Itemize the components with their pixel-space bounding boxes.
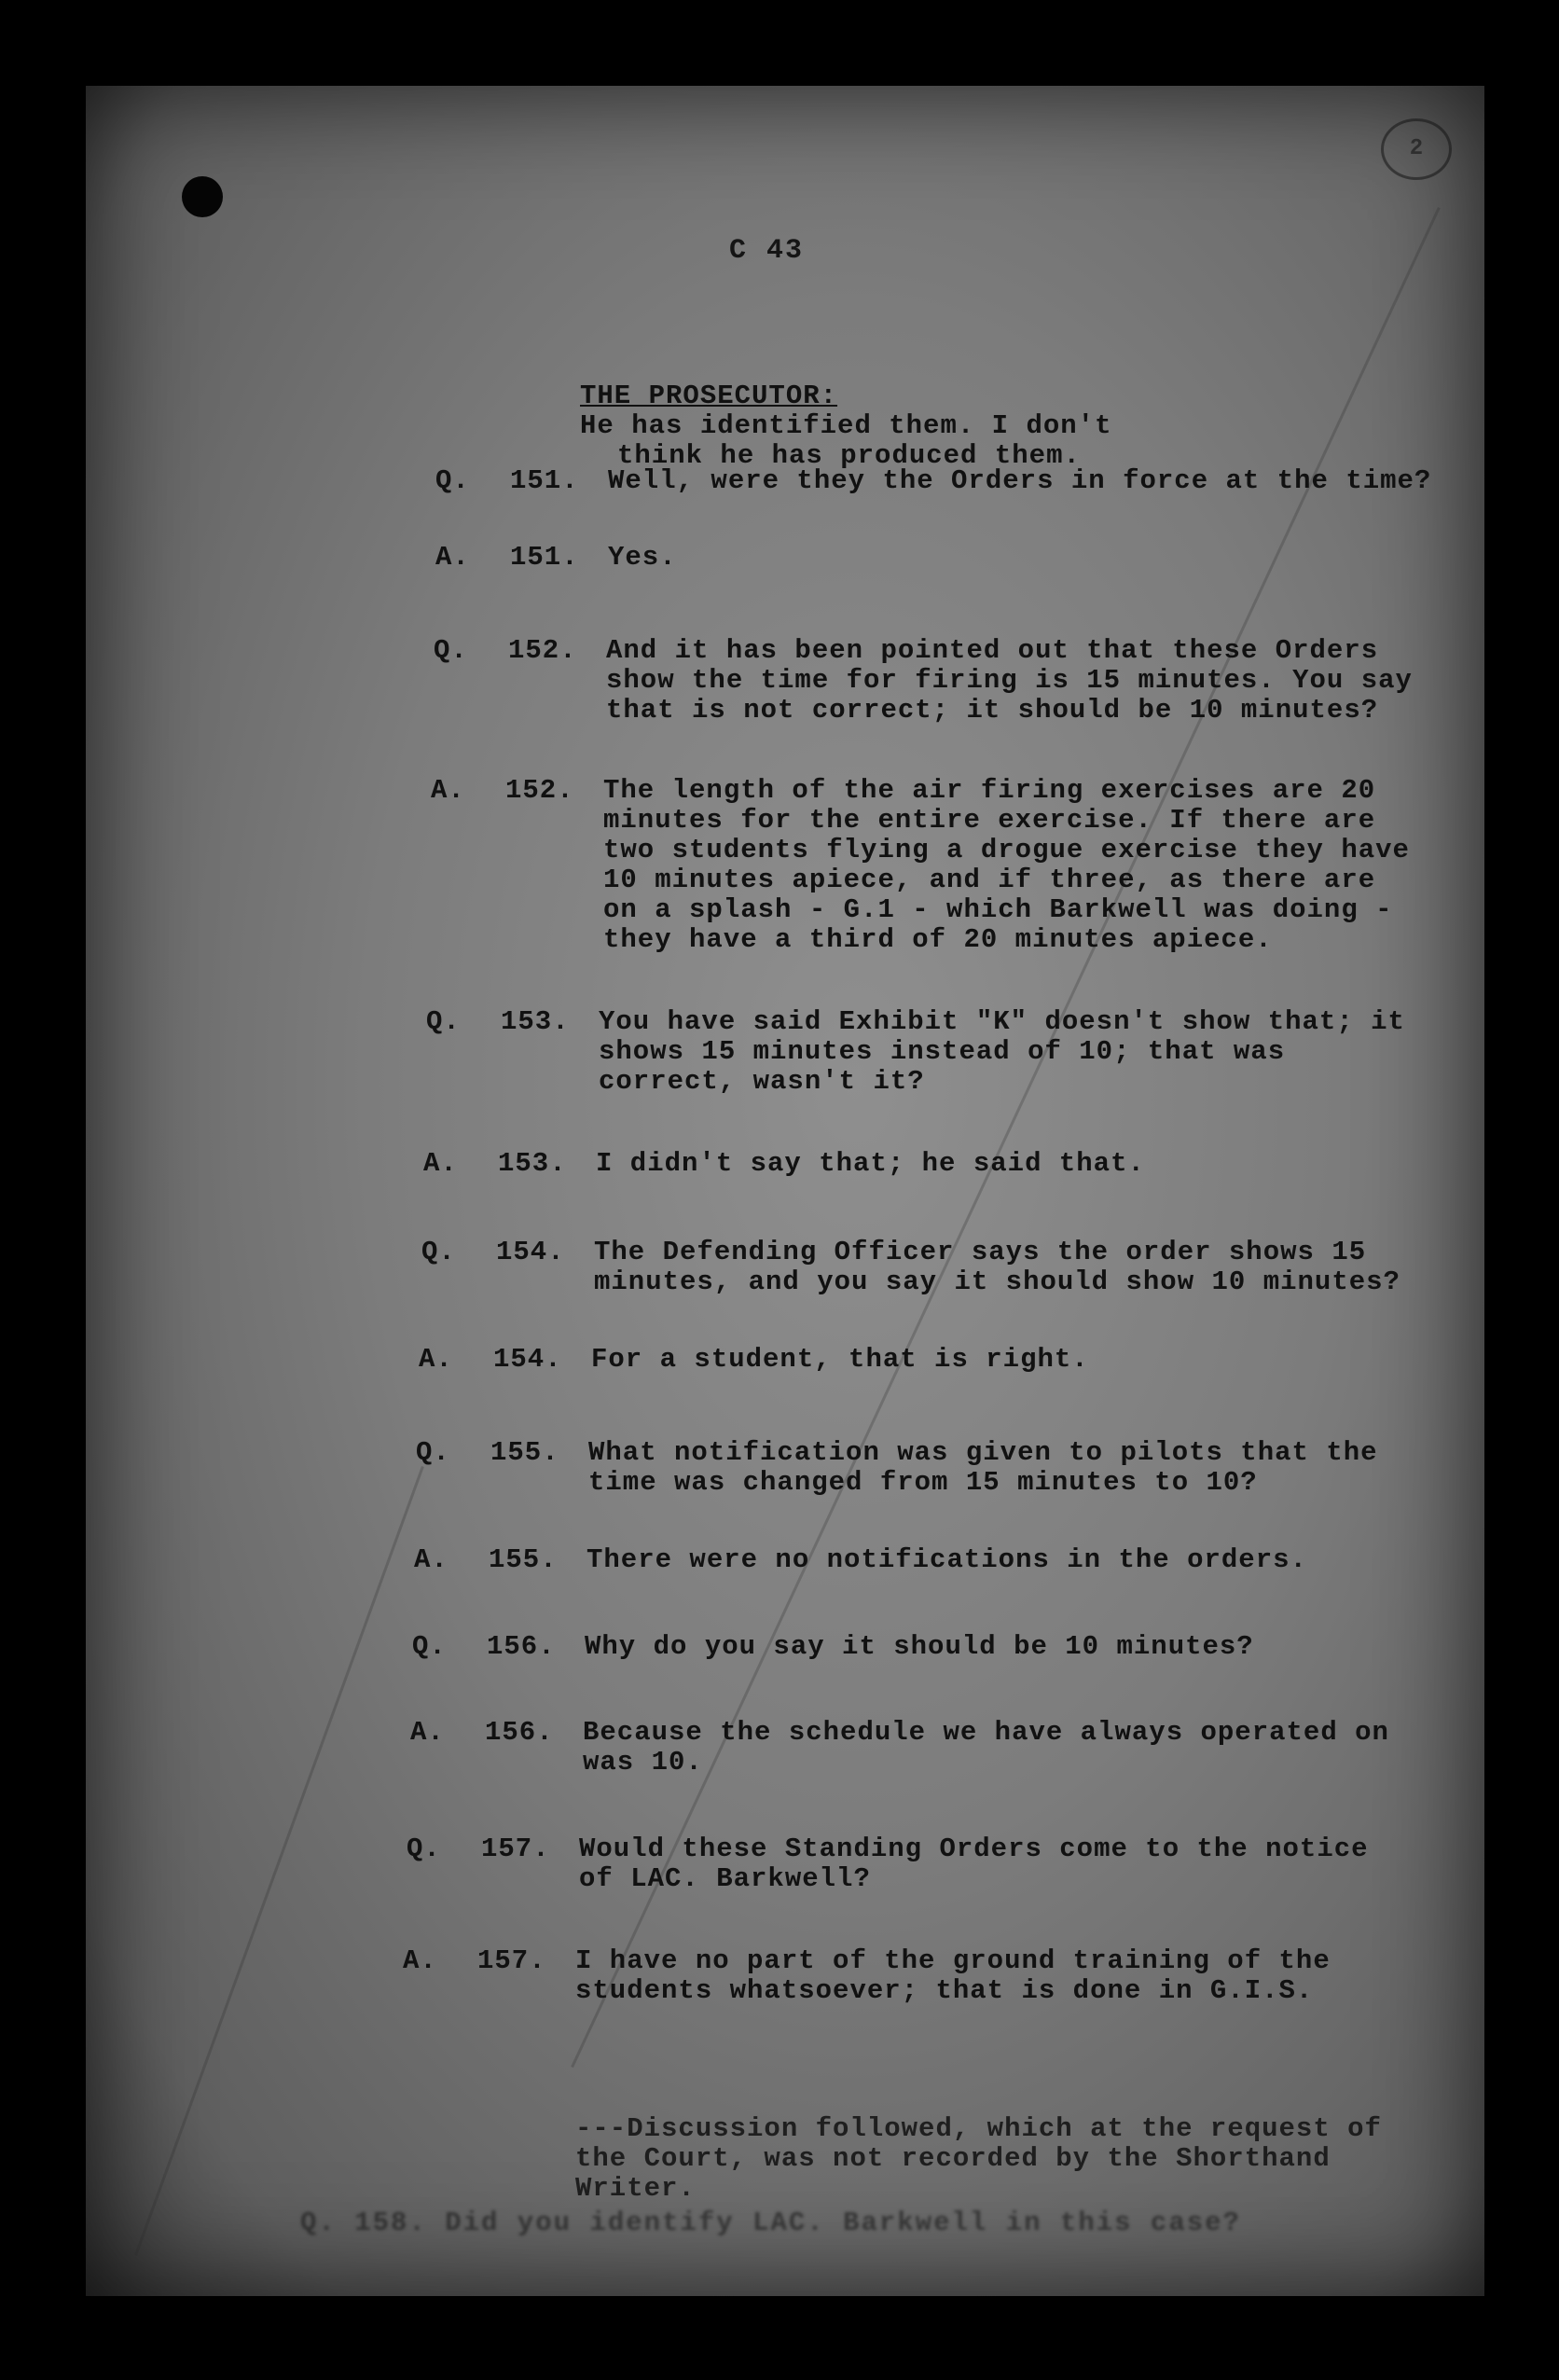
entry-type: A.	[423, 1148, 458, 1179]
entry-number: 151.	[510, 465, 579, 496]
statement-line: think he has produced them.	[617, 440, 1081, 471]
entry-type: A.	[403, 1945, 437, 1976]
entry-number: 153.	[498, 1148, 567, 1179]
qa-entry	[416, 1438, 1484, 1557]
entry-type: Q.	[435, 465, 470, 496]
entry-text: The Defending Officer says the order shows 15 minutes, and you say it should show 10 minutes?	[594, 1237, 1400, 1297]
statement-line: He has identified them. I don't	[580, 410, 1112, 441]
qa-entry	[403, 1946, 1484, 2066]
speaker-label: THE PROSECUTOR:	[580, 381, 838, 411]
entry-type: A.	[431, 775, 465, 806]
entry-number: 155.	[489, 1544, 558, 1575]
page-number-stamp: 2	[1381, 118, 1452, 180]
entry-type: A.	[435, 542, 470, 573]
entry-text: I have no part of the ground training of the students whatsoever; that is done in G.I.S.	[575, 1945, 1331, 2006]
page-header: C 43	[729, 235, 805, 267]
qa-entry	[421, 1238, 1484, 1357]
entry-text: The length of the air firing exercises are 20 minutes for the entire exercise. If there are two students flying a drogue exercise they have 10 minutes apiece, and if three, as there are on a splash - G.1 - which Barkwell was doing - they have a third of 20 minutes apiece.	[603, 775, 1410, 955]
discussion-note: ---Discussion followed, which at the request of the Court, was not recorded by the Shorthand Writer.	[575, 2113, 1382, 2204]
entry-number: 152.	[505, 775, 574, 806]
entry-type: Q.	[416, 1437, 450, 1468]
entry-number: 157.	[481, 1833, 550, 1864]
entry-text: For a student, that is right.	[591, 1344, 1089, 1375]
entry-type: A.	[419, 1344, 453, 1375]
entry-number: 152.	[508, 635, 577, 666]
entry-type: Q.	[434, 635, 468, 666]
entry-text: Yes.	[608, 542, 677, 573]
qa-entry	[434, 636, 1484, 755]
entry-text: I didn't say that; he said that.	[596, 1148, 1145, 1179]
entry-text: Why do you say it should be 10 minutes?	[585, 1631, 1254, 1662]
qa-entry	[407, 1834, 1484, 1954]
entry-text: And it has been pointed out that these Orders show the time for firing is 15 minutes. You say that is not correct; it should be 10 minutes?	[606, 635, 1413, 726]
entry-number: 155.	[490, 1437, 559, 1468]
entry-number: 151.	[510, 542, 579, 573]
page-crease	[134, 1466, 424, 2256]
cut-off-footer-line: Q. 158. Did you identify LAC. Barkwell in this case?	[300, 2207, 1241, 2238]
entry-number: 154.	[496, 1237, 565, 1267]
entry-type: Q.	[426, 1006, 461, 1037]
entry-text: There were no notifications in the orders.	[586, 1544, 1307, 1575]
entry-text: You have said Exhibit "K" doesn't show that; it shows 15 minutes instead of 10; that was correct, wasn't it?	[599, 1006, 1405, 1097]
entry-type: A.	[410, 1717, 445, 1748]
qa-entry	[431, 775, 1484, 955]
punch-hole	[182, 176, 223, 217]
qa-entry	[410, 1718, 1484, 1837]
entry-number: 157.	[477, 1945, 546, 1976]
qa-entry	[426, 1007, 1484, 1127]
entry-type: Q.	[412, 1631, 447, 1662]
entry-number: 154.	[493, 1344, 562, 1375]
document-page	[86, 86, 1484, 2296]
entry-type: Q.	[407, 1833, 441, 1864]
entry-number: 156.	[487, 1631, 556, 1662]
entry-text: Because the schedule we have always operated on was 10.	[583, 1717, 1389, 1778]
entry-text: What notification was given to pilots that the time was changed from 15 minutes to 10?	[588, 1437, 1378, 1498]
entry-type: Q.	[421, 1237, 456, 1267]
entry-text: Would these Standing Orders come to the notice of LAC. Barkwell?	[579, 1833, 1369, 1894]
entry-type: A.	[414, 1544, 448, 1575]
entry-text: Well, were they the Orders in force at the time?	[608, 465, 1432, 496]
entry-number: 156.	[485, 1717, 554, 1748]
entry-number: 153.	[501, 1006, 570, 1037]
